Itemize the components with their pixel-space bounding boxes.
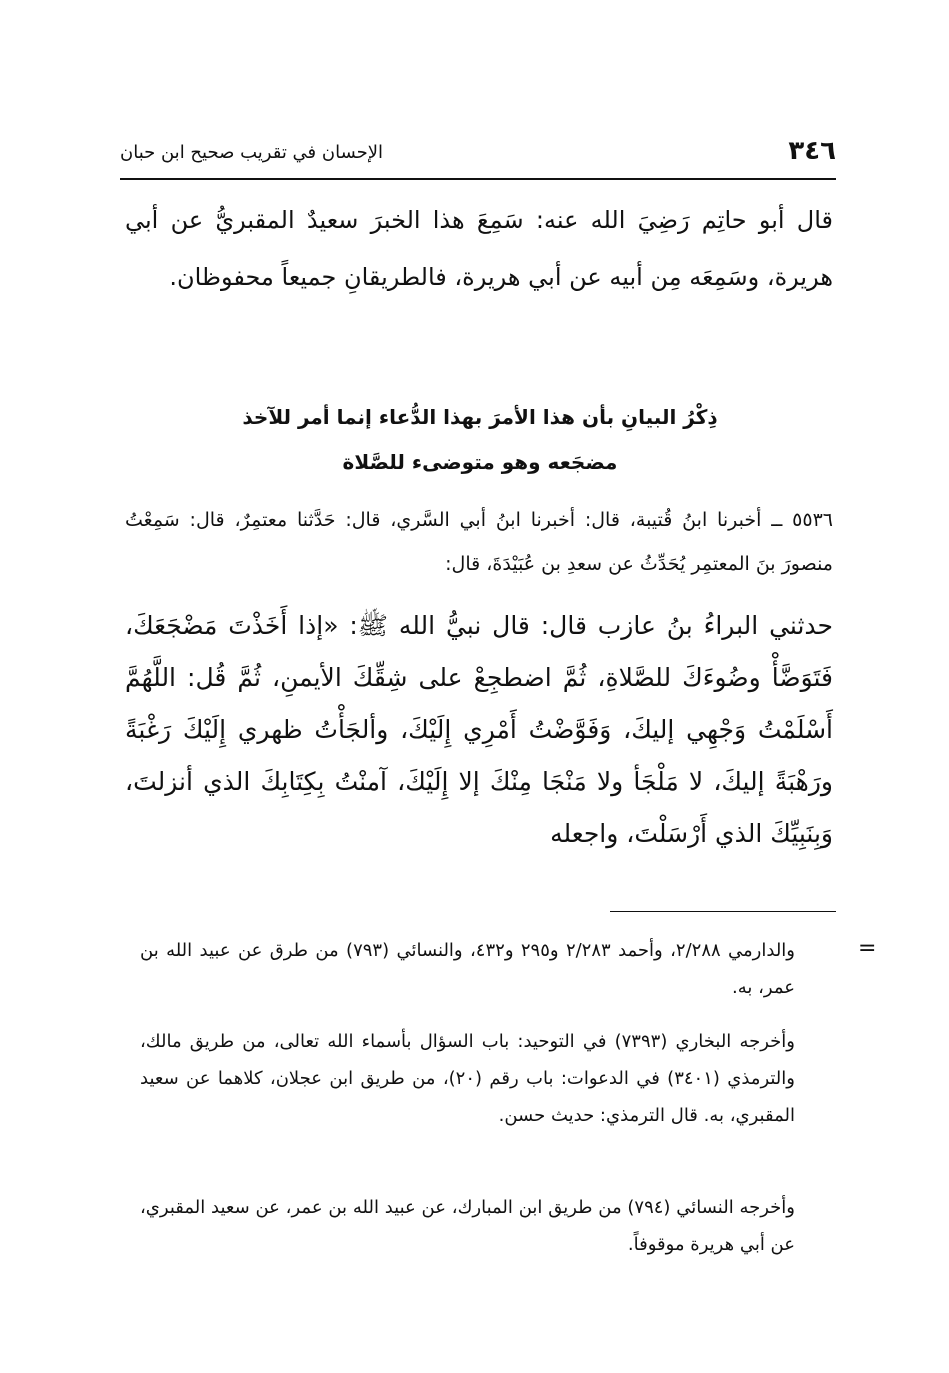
page-number: ٣٤٦ [788,136,836,166]
footnote-continuation-mark: = [858,936,877,961]
chapter-heading-line-2: مضجَعه وهو متوضىء للصَّلاة [342,450,618,474]
intro-paragraph: قال أبو حاتِم رَضِيَ الله عنه: سَمِعَ هذا الخبرَ سعيدٌ المقبريُّ عن أبي هريرة، وسَمِعَه مِن أبيه عن أبي هريرة، فالطريقانِ جميعاً محفوظان. [125,206,833,291]
running-title: الإحسان في تقريب صحيح ابن حبان [120,142,384,163]
chapter-heading-line-1: ذِكْرُ البيانِ بأن هذا الأمرَ بهذا الدُّعاء إنما أمر للآخذ [242,405,718,429]
footnote-paragraph-1: والدارمي ٢/٢٨٨، وأحمد ٢/٢٨٣ و٢٩٥ و٤٣٢، والنسائي (٧٩٣) من طرق عن عبيد الله بن عمر، به. [140,940,795,998]
header-divider [120,178,836,180]
footnote-paragraph-3: وأخرجه النسائي (٧٩٤) من طريق ابن المبارك، عن عبيد الله بن عمر، عن سعيد المقبري، عن أبي هريرة موقوفاً. [140,1197,796,1255]
hadith-matn: حدثني البراءُ بنُ عازب قال: قال نبيُّ الله ﷺ: «إذا أَخَذْتَ مَضْجَعَكَ، فَتَوَضَّأْ وضُوءَكَ للصَّلاةِ، ثُمَّ اضطجِعْ على شِقِّكَ الأيمنِ، ثُمَّ قُل: اللَّهُمَّ أَسْلَمْتُ وَجْهِي إليكَ، وَفَوَّضْتُ أَمْرِي إِلَيْكَ، وألجَأْتُ ظهري إِلَيْكَ رَغْبَةً ورَهْبَةً إليكَ، لا مَلْجَأ ولا مَنْجَا مِنْكَ إلا إِلَيْكَ، آمنْتُ بِكِتَابِكَ الذي أنزلتَ، وَبِنَبِيِّكَ الذي أَرْسَلْتَ، واجعله [125,611,833,848]
footnote-paragraph-2: وأخرجه البخاري (٧٣٩٣) في التوحيد: باب السؤال بأسماء الله تعالى، من طريق مالك، والترمذي (٣٤٠١) في الدعوات: باب رقم (٢٠)، من طريق ابن عجلان، كلاهما عن سعيد المقبري، به. قال الترمذي: حديث حسن. [140,1031,795,1126]
page-header [120,135,836,175]
footnote-divider [610,911,836,912]
hadith-isnad: ٥٥٣٦ ــ أخبرنا ابنُ قُتيبة، قال: أخبرنا ابنُ أبي السَّري، قال: حَدَّثنا معتمِرٌ، قال: سَمِعْتُ منصورَ بنَ المعتمِر يُحَدِّثُ عن سعدِ بن عُبَيْدَةَ، قال: [125,509,833,575]
chapter-heading [160,395,800,485]
